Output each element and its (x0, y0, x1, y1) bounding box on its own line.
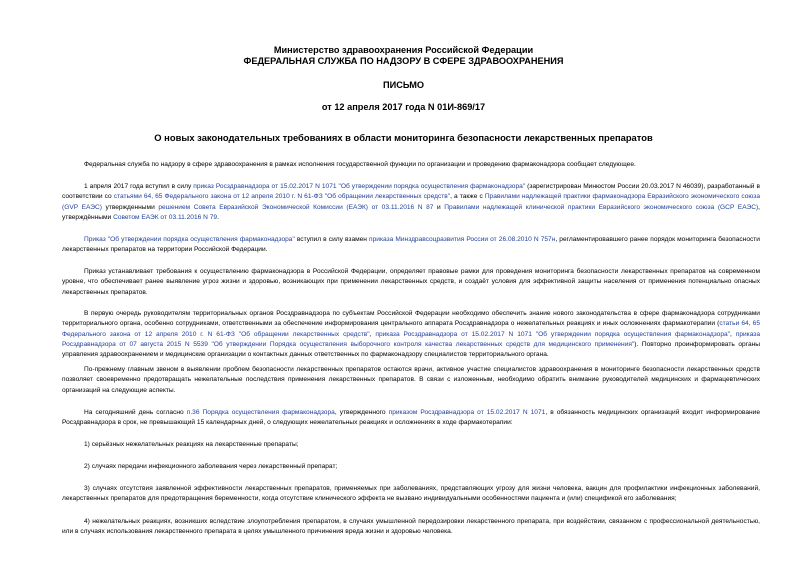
list-item-1: 1) серьёзных нежелательных реакциях на лекарственные препараты; (84, 441, 299, 448)
list-item-4: 4) нежелательных реакциях, возникших вследствие злоупотребления препаратом, в случаях умышленной передозировки лекарственного препарата, при воздействии, связанном с профессиональной деятельностью, или в случаях использования лекарственного препарата в целях умышленного причинения вреда жизни и здоровью человека. (62, 518, 760, 536)
link-gcp-eaeu[interactable]: Правилами надлежащей клинической практики Евразийского экономического союза (GCP ЕАЭС) (444, 203, 759, 211)
paragraph-territorial-bodies: В первую очередь руководителям территориальных органов Росздравнадзора по субъектам Российской Федерации необходимо обеспечить знание нового законодательства в сфере фармаконадзора сотрудниками территориального органа, особенно сотрудниками, ответственными за обеспечение информирования центрального аппарата Росздравнадзора о нежелательных реакциях и иных осложнениях фармакотерапии (статьи 64, 65 Федерального закона от 12 апреля 2010 г. N 61-ФЗ "Об обращении лекарственных средств", приказа Росздравнадзора от 15.02.2017 N 1071 "Об утверждении порядка осуществления фармаконадзора", приказа Росздравнадзора от 07 августа 2015 N 5539 "Об утверждении Порядка осуществления выборочного контроля качества лекарственных средств для медицинского применения"). Повторно проинформировать органы управления здравоохранением и медицинские организации о контактных данных ответственных по фармаконадзору специалистов территориального органа. (62, 310, 761, 359)
document-title: О новых законодательных требованиях в области мониторинга безопасности лекарственных препаратов (154, 132, 653, 143)
link-order-757n[interactable]: приказа Минздравсоцразвития России от 26.08.2010 N 757н (369, 236, 556, 243)
paragraph-intro: Федеральная служба по надзору в сфере здравоохранения в рамках исполнения государственной функции по организации и проведению фармаконадзора сообщает следующее. (84, 161, 636, 168)
paragraph-order-effective: 1 апреля 2017 года вступил в силу приказ Росздравнадзора от 15.02.2017 N 1071 "Об утверждении порядка осуществления фармаконадзора" (зарегистрирован Минюстом России 20.03.2017 N 46039), разработанный в соответствии со статьями 64, 65 Федерального закона от 12 апреля 2010 г. N 61-ФЗ "Об обращении лекарственных средств", а также с Правилами надлежащей практики фармаконадзора Евразийского экономического союза (GVP ЕАЭС) утвержденными решением Совета Евразийской Экономической Комиссии (ЕАЭК) от 03.11.2016 N 87 и Правилами надлежащей клинической практики Евразийского экономического союза (GCP ЕАЭС), утверждёнными Советом ЕАЭК от 03.11.2016 N 79. (62, 183, 760, 221)
document-date-number: от 12 апреля 2017 года N 01И-869/17 (321, 102, 486, 112)
link-item-36[interactable]: п.36 Порядка осуществления фармаконадзора (186, 409, 335, 416)
paragraph-doctors: По-прежнему главным звеном в выявлении проблем безопасности лекарственных препаратов остаются врачи, активное участие специалистов здравоохранения в мониторинге безопасности лекарственных средств позволяет своевременно предотвращать нежелательные последствия применения лекарственных препаратов. В связи с изложенным, необходимо обратить внимание руководителей медицинских и фармацевтических организаций на следующие аспекты. (62, 366, 760, 394)
paragraph-requirements: Приказ устанавливает требования к осуществлению фармаконадзора в Российской Федерации, определяет правовые рамки для проведения мониторинга безопасности лекарственных препаратов на современном уровне, что обеспечивает ранее выявление угроз жизни и здоровью, возникающих при применении лекарственных средств, и создаёт условия для эффективной защиты населения от применения потенциально опасных лекарственных препаратов. (62, 268, 760, 296)
list-item-3: 3) случаях отсутствия заявленной эффективности лекарственных препаратов, применяемых при заболеваниях, представляющих угрозу для жизни человека, вакцин для профилактики инфекционных заболеваний, лекарственных препаратов для предотвращения беременности, когда отсутствие клинического эффекта не вызвано индивидуальными особенностями пациента и (или) спецификой его заболевания; (62, 485, 760, 503)
service-name: ФЕДЕРАЛЬНАЯ СЛУЖБА ПО НАДЗОРУ В СФЕРЕ ЗДРАВООХРАНЕНИЯ (243, 56, 564, 66)
ministry-name: Министерство здравоохранения Российской Федерации (273, 45, 534, 55)
paragraph-replacement: Приказ "Об утверждении порядка осуществления фармаконадзора" вступил в силу взамен приказа Минздравсоцразвития России от 26.08.2010 N 757н, регламентировавшего ранее порядок мониторинга безопасности лекарственных препаратов на территории Российской Федерации. (62, 236, 760, 254)
document-type: ПИСЬМО (382, 80, 425, 90)
link-order-1071-3[interactable]: приказом Росздравнадзора от 15.02.2017 N 1071 (388, 409, 546, 416)
link-fz61-articles[interactable]: статьями 64, 65 Федерального закона от 12 апреля 2010 г. N 61-ФЗ "Об обращении лекарственных средств" (113, 193, 451, 201)
link-eaek-council-79[interactable]: Советом ЕАЭК от 03.11.2016 N 79 (113, 213, 218, 221)
link-gvp-eaeu[interactable]: Правилами надлежащей практики фармаконадзора Евразийского экономического союза (GVP ЕАЭС) (62, 193, 760, 211)
link-order-1071-2[interactable]: приказа Росздравнадзора от 15.02.2017 N 1071 "Об утверждении порядка осуществления фармаконадзора" (375, 330, 731, 338)
paragraph-obligations: На сегодняшний день согласно п.36 Порядка осуществления фармаконадзора, утвержденного приказом Росздравнадзора от 15.02.2017 N 1071, в обязанность медицинских организаций входит информирование Росздравнадзора в срок, не превышающий 15 календарных дней, о следующих нежелательных реакциях и осложнениях в ходе фармакотерапии: (62, 409, 760, 427)
link-order-1071[interactable]: приказ Росздравнадзора от 15.02.2017 N 1071 "Об утверждении порядка осуществления фармаконадзора" (193, 183, 526, 190)
link-fz61-articles-2[interactable]: статьи 64, 65 Федерального закона от 12 апреля 2010 г. N 61-ФЗ "Об обращении лекарственных средств" (62, 320, 761, 338)
link-eaek-decision-87[interactable]: решением Совета Евразийской Экономической Комиссии (ЕАЭК) от 03.11.2016 N 87 (158, 203, 434, 211)
list-item-2: 2) случаях передачи инфекционного заболевания через лекарственный препарат; (84, 463, 338, 470)
link-order-5539[interactable]: приказа Росздравнадзора от 07 августа 2015 N 5539 "Об утверждении Порядка осуществления выборочного контроля качества лекарственных средств для медицинского применения" (62, 330, 760, 348)
link-order-title[interactable]: Приказ "Об утверждении порядка осуществления фармаконадзора" (84, 236, 295, 243)
